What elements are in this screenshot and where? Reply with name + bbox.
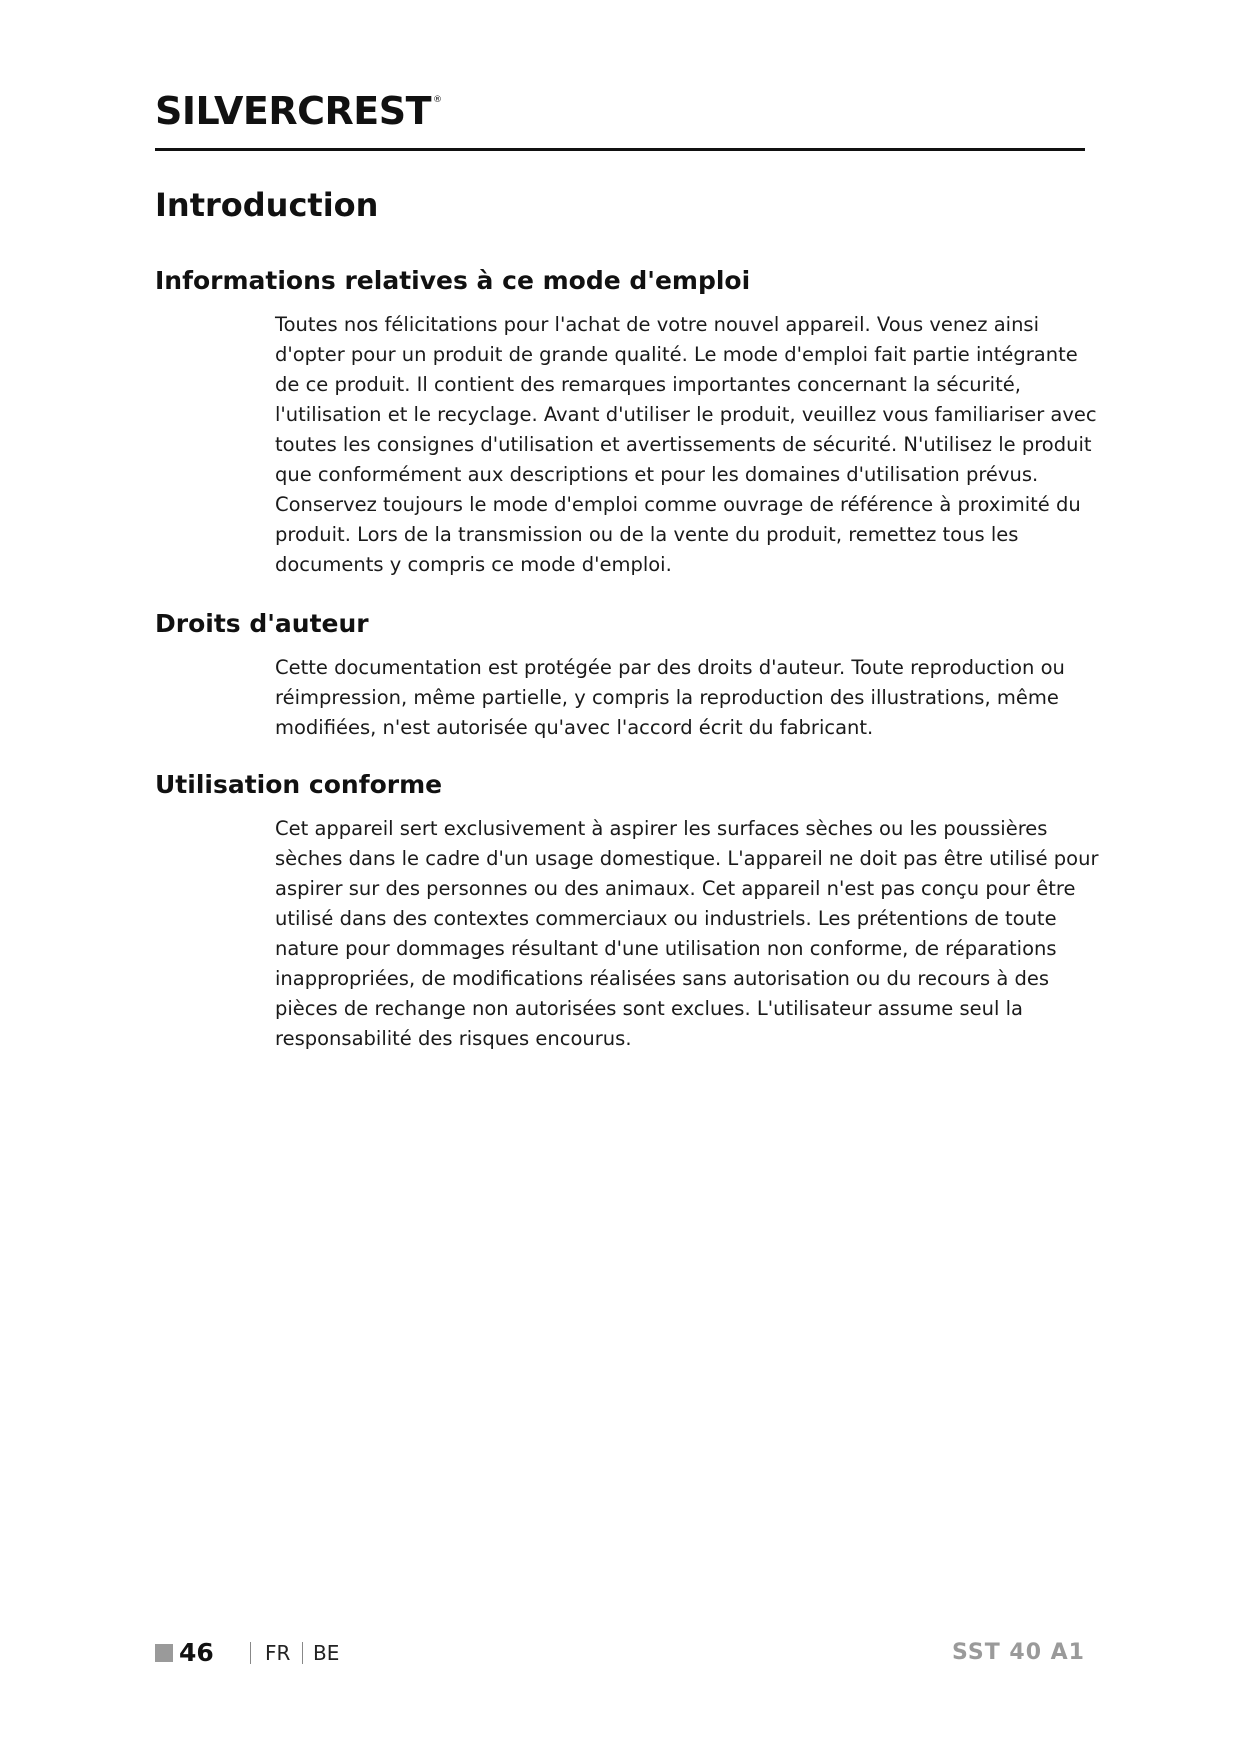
- section-heading: Informations relatives à ce mode d'emploi: [155, 266, 751, 295]
- section-intended-use: [155, 770, 1099, 1054]
- brand-logo: [155, 89, 442, 133]
- language-code-be: BE: [313, 1641, 340, 1665]
- registered-mark: ®: [433, 95, 442, 105]
- section-body: Toutes nos félicitations pour l'achat de votre nouvel appareil. Vous venez ainsi d'opter pour un produit de grande qualité. Le mode d'emploi fait partie intégrante de ce produit. Il contient des remarques importantes concernant la sécurité, l'utilisation et le recyclage. Avant d'utiliser le produit, veuillez vous familiariser avec toutes les consignes d'utilisation et avertissements de sécurité. N'utilisez le produit que conformément aux descriptions et pour les domaines d'utilisation prévus. Conservez toujours le mode d'emploi comme ouvrage de référence à proximité du produit. Lors de la transmission ou de la vente du produit, remettez tous les documents y compris ce mode d'emploi.: [275, 313, 1097, 576]
- section-copyright: [155, 609, 1095, 743]
- model-number: SST 40 A1: [952, 1640, 1085, 1665]
- page-number: 46: [179, 1638, 214, 1667]
- section-body: Cette documentation est protégée par des droits d'auteur. Toute reproduction ou réimpression, même partielle, y compris la reproduction des illustrations, même modifiées, n'est autorisée qu'avec l'accord écrit du fabricant.: [275, 656, 1065, 739]
- section-body: Cet appareil sert exclusivement à aspirer les surfaces sèches ou les poussières sèches dans le cadre d'un usage domestique. L'appareil ne doit pas être utilisé pour aspirer sur des personnes ou des animaux. Cet appareil n'est pas conçu pour être utilisé dans des contextes commerciaux ou industriels. Les prétentions de toute nature pour dommages résultant d'une utilisation non conforme, de réparations inappropriées, de modifications réalisées sans autorisation ou du recours à des pièces de rechange non autorisées sont exclues. L'utilisateur assume seul la responsabilité des risques encourus.: [275, 817, 1099, 1050]
- footer-divider: [250, 1642, 251, 1664]
- page-title: Introduction: [155, 186, 379, 224]
- section-heading: Utilisation conforme: [155, 770, 443, 799]
- brand-logo-text: SILVERCREST: [155, 89, 432, 133]
- page-marker-square: [155, 1644, 173, 1662]
- language-code-fr: FR: [265, 1641, 291, 1665]
- section-manual-info: [155, 266, 1095, 580]
- page-footer: [155, 1637, 1085, 1669]
- section-heading: Droits d'auteur: [155, 609, 369, 638]
- footer-divider: [302, 1642, 303, 1664]
- header-divider: [155, 148, 1085, 151]
